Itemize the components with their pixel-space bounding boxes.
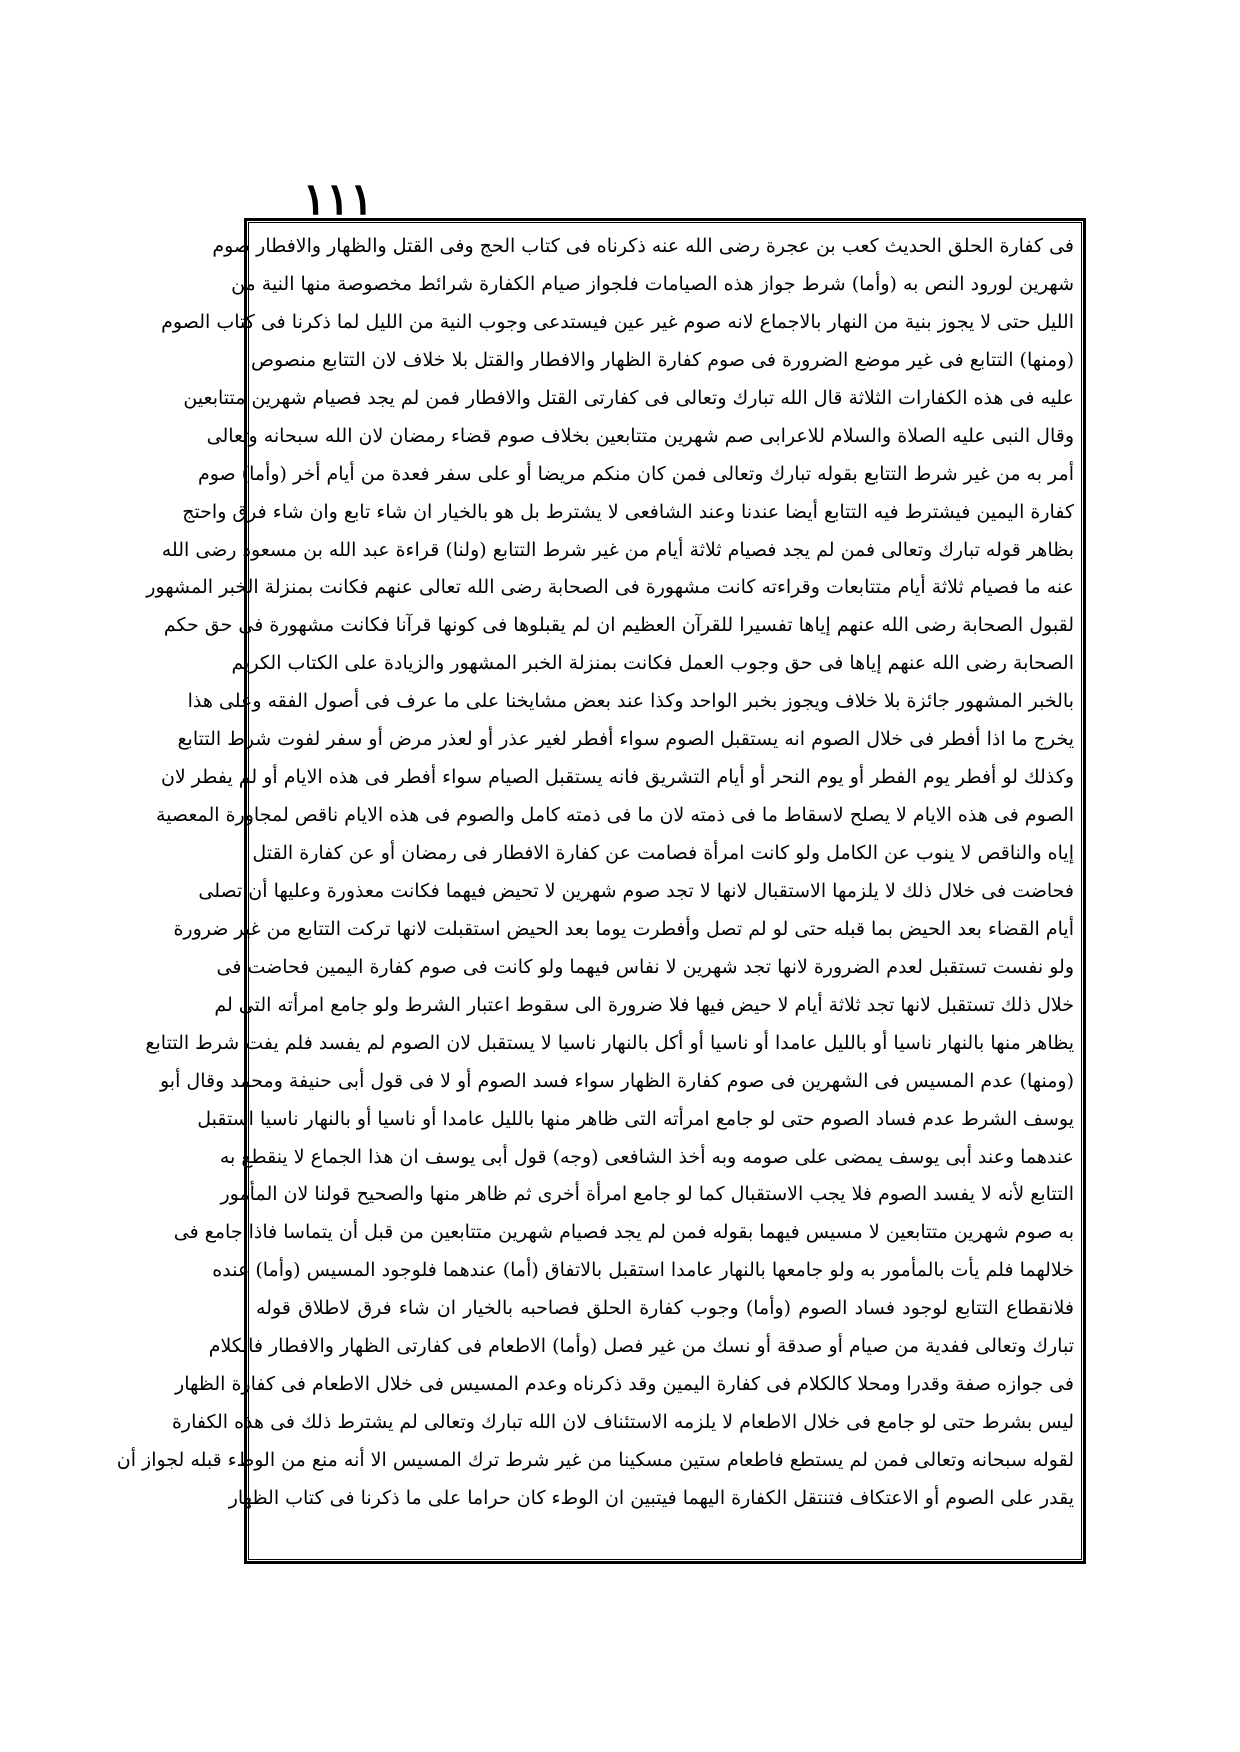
text-line: كفارة اليمين فيشترط فيه التتابع أيضا عندنا وعند الشافعى لا يشترط بل هو بالخيار ان شاء تابع وان شاء فرق واحتج (182, 500, 1074, 523)
text-line: عليه فى هذه الكفارات الثلاثة قال الله تبارك وتعالى فى كفارتى القتل والافطار فمن لم يجد فصيام شهرين متتابعين (183, 386, 1074, 409)
page-number: ١١١ (302, 174, 374, 225)
text-line: خلال ذلك تستقبل لانها تجد ثلاثة أيام لا حيض فيها فلا ضرورة الى سقوط اعتبار الشرط ولو جامع امرأته التى لم (214, 993, 1074, 1016)
body-text (116, 228, 1078, 1556)
text-line: خلالهما فلم يأت بالمأمور به ولو جامعها بالنهار عامدا استقبل بالاتفاق (أما) عندهما فلوجود المسيس (وأما) عنده (212, 1259, 1074, 1282)
text-line: الصحابة رضى الله عنهم إياها فى حق وجوب العمل فكانت بمنزلة الخبر المشهور والزيادة على الكتاب الكريم (231, 652, 1074, 675)
text-line: (ومنها) التتابع فى غير موضع الضرورة فى صوم كفارة الظهار والافطار والقتل بلا خلاف لان التتابع منصوص (250, 348, 1074, 371)
text-line: أيام القضاء بعد الحيض بما قبله حتى لو لم تصل وأفطرت يوما بعد الحيض استقبلت لانها تركت التتابع من غير ضرورة (173, 917, 1074, 940)
text-line: الصوم فى هذه الايام لا يصلح لاسقاط ما فى ذمته لان ما فى ذمته كامل والصوم فى هذه الايام ناقص لمجاورة المعصية (155, 804, 1074, 827)
text-line: وقال النبى عليه الصلاة والسلام للاعرابى صم شهرين متتابعين بخلاف صوم قضاء رمضان لان الله سبحانه وتعالى (206, 424, 1074, 447)
text-line: عنه ما فصيام ثلاثة أيام متتابعات وقراءته كانت مشهورة فى الصحابة رضى الله تعالى عنهم فكانت بمنزلة الخبر المشهور (146, 576, 1074, 599)
text-line: يوسف الشرط عدم فساد الصوم حتى لو جامع امرأته التى ظاهر منها بالليل عامدا أو ناسيا أو بالنهار ناسيا استقبل (197, 1107, 1074, 1130)
text-line: بظاهر قوله تبارك وتعالى فمن لم يجد فصيام ثلاثة أيام من غير شرط التتابع (ولنا) قراءة عبد الله بن مسعود رضى الله (161, 538, 1074, 561)
text-line: ليس بشرط حتى لو جامع فى خلال الاطعام لا يلزمه الاستئناف لان الله تبارك وتعالى لم يشترط ذلك فى هذه الكفارة (171, 1411, 1074, 1434)
text-line: يظاهر منها بالنهار ناسيا أو بالليل عامدا أو ناسيا أو أكل بالنهار ناسيا لا يستقبل لان الصوم لم يفسد فلم يفت شرط التتابع (145, 1031, 1074, 1054)
text-line: تبارك وتعالى ففدية من صيام أو صدقة أو نسك من غير فصل (وأما) الاطعام فى كفارتى الظهار والافطار فالكلام (208, 1335, 1074, 1358)
text-line: لقوله سبحانه وتعالى فمن لم يستطع فاطعام ستين مسكينا من غير شرط ترك المسيس الا أنه منع من الوطء قبله لجواز أن (116, 1449, 1074, 1471)
text-line: به صوم شهرين متتابعين لا مسيس فيهما بقوله فمن لم يجد فصيام شهرين متتابعين من قبل أن يتماسا فاذا جامع فى (173, 1221, 1074, 1244)
text-line: فلانقطاع التتابع لوجود فساد الصوم (وأما) وجوب كفارة الحلق فصاحبه بالخيار ان شاء فرق لاطلاق قوله (256, 1297, 1074, 1320)
text-line: عندهما وعند أبى يوسف يمضى على صومه وبه أخذ الشافعى (وجه) قول أبى يوسف ان هذا الجماع لا ينقطع به (219, 1145, 1074, 1168)
text-line: وكذلك لو أفطر يوم الفطر أو يوم النحر أو أيام التشريق فانه يستقبل الصيام سواء أفطر فى هذه الايام أو لم يفطر لان (160, 766, 1074, 789)
text-line: لقبول الصحابة رضى الله عنهم إياها تفسيرا للقرآن العظيم ان لم يقبلوها فى كونها قرآنا فكانت مشهورة فى حق حكم (163, 614, 1074, 637)
text-line: شهرين لورود النص به (وأما) شرط جواز هذه الصيامات فلجواز صيام الكفارة شرائط مخصوصة منها النية من (231, 272, 1074, 295)
text-line: أمر به من غير شرط التتابع بقوله تبارك وتعالى فمن كان منكم مريضا أو على سفر فعدة من أيام أخر (وأما) صوم (197, 462, 1074, 485)
text-line: إياه والناقص لا ينوب عن الكامل ولو كانت امرأة فصامت عن كفارة الافطار فى رمضان أو عن كفارة القتل (252, 842, 1074, 864)
text-line: ولو نفست تستقبل لعدم الضرورة لانها تجد شهرين لا نفاس فيهما ولو كانت فى صوم كفارة اليمين فحاضت فى (216, 955, 1074, 978)
text-line: بالخبر المشهور جائزة بلا خلاف ويجوز بخبر الواحد وكذا عند بعض مشايخنا على ما عرف فى أصول الفقه وعلى هذا (187, 690, 1074, 713)
text-line: يقدر على الصوم أو الاعتكاف فتنتقل الكفارة اليهما فيتبين ان الوطء كان حراما على ما ذكرنا فى كتاب الظهار (228, 1486, 1074, 1509)
text-line: (ومنها) عدم المسيس فى الشهرين فى صوم كفارة الظهار سواء فسد الصوم أو لا فى قول أبى حنيفة ومحمد وقال أبو (159, 1069, 1074, 1092)
text-line: يخرج ما اذا أفطر فى خلال الصوم انه يستقبل الصوم سواء أفطر لغير عذر أو لعذر مرض أو سفر لفوت شرط التتابع (177, 728, 1074, 751)
text-line: الليل حتى لا يجوز بنية من النهار بالاجماع لانه صوم غير عين فيستدعى وجوب النية من الليل لما ذكرنا فى كتاب الصوم (161, 310, 1074, 333)
text-line: فحاضت فى خلال ذلك لا يلزمها الاستقبال لانها لا تجد صوم شهرين لا تحيض فيهما فكانت معذورة وعليها أن تصلى (198, 879, 1074, 902)
text-line: التتابع لأنه لا يفسد الصوم فلا يجب الاستقبال كما لو جامع امرأة أخرى ثم ظاهر منها والصحيح قولنا لان المأمور (220, 1183, 1074, 1206)
text-line: فى كفارة الحلق الحديث كعب بن عجرة رضى الله عنه ذكرناه فى كتاب الحج وفى القتل والظهار والافطار صوم (212, 235, 1074, 257)
text-line: فى جوازه صفة وقدرا ومحلا كالكلام فى كفارة اليمين وقد ذكرناه وعدم المسيس فى خلال الاطعام فى كفارة الظهار (175, 1373, 1074, 1396)
